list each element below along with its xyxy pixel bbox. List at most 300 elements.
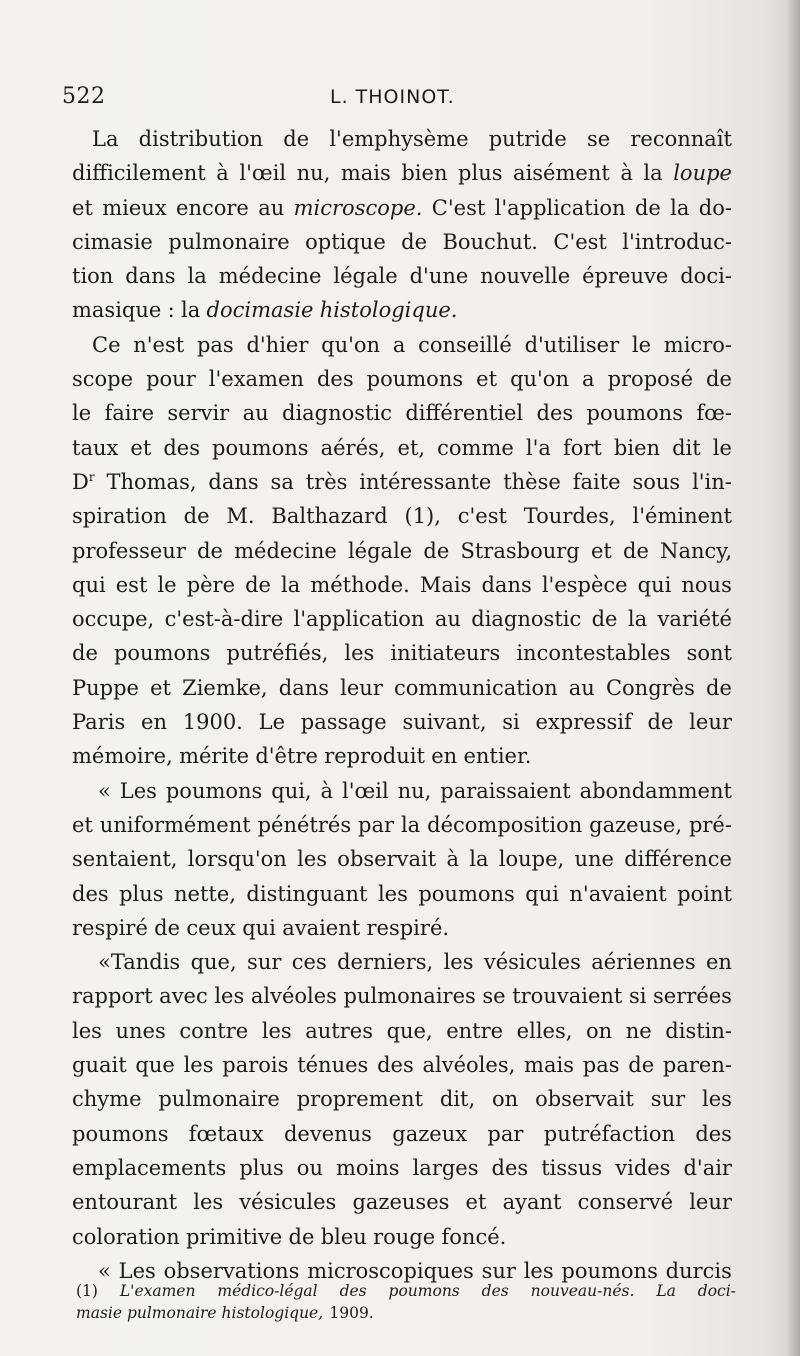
word: Ziemke, — [182, 675, 268, 700]
word: et — [150, 675, 171, 700]
word: $D^r$ — [72, 469, 95, 494]
word: l'examen — [208, 367, 304, 392]
word: histologique. — [319, 298, 458, 323]
running-head: L. THOINOT. — [330, 86, 455, 108]
word: de — [283, 127, 310, 151]
word: de — [154, 915, 181, 940]
word: bien — [401, 161, 448, 186]
word: si — [502, 710, 520, 735]
word: sa — [270, 469, 294, 494]
word: médecine — [218, 264, 322, 289]
word: larges — [412, 1155, 479, 1180]
word: l'in- — [692, 469, 732, 494]
word: l'application — [494, 195, 626, 220]
word: l'introduc- — [622, 229, 732, 254]
word: tion — [72, 264, 114, 289]
word: dans — [481, 572, 532, 597]
word: comme — [437, 435, 514, 460]
word: à — [216, 161, 229, 186]
word: mieux — [102, 195, 167, 220]
word: les — [297, 847, 328, 872]
word: encore — [176, 195, 249, 220]
word: ou — [296, 1155, 323, 1180]
text-line — [72, 259, 732, 293]
word: la — [400, 812, 421, 837]
word: la — [281, 572, 301, 597]
word: entier. — [463, 744, 532, 769]
word: observations — [163, 1258, 300, 1283]
word: occupe, — [72, 607, 155, 632]
word: mémoire, — [72, 744, 173, 769]
word: poumons — [388, 1282, 460, 1300]
word: gazeux — [392, 1121, 468, 1146]
word: loupe, — [498, 847, 565, 872]
word: et — [476, 367, 498, 392]
word: qui — [242, 915, 276, 940]
word: doci- — [680, 264, 732, 289]
word: poumons — [418, 881, 515, 906]
text-line — [72, 122, 732, 156]
word: de — [706, 675, 732, 700]
word: les — [377, 881, 408, 906]
text-line — [72, 465, 732, 499]
word: intéressante — [359, 469, 492, 494]
word: Paris — [72, 710, 126, 735]
word: optique — [305, 229, 386, 254]
word: observait — [337, 847, 437, 872]
word: à — [446, 847, 459, 872]
word: expressif — [535, 710, 632, 735]
word: se — [586, 127, 611, 151]
word: doci- — [697, 1282, 736, 1300]
word: ténues — [297, 1053, 369, 1078]
text-line — [72, 602, 732, 636]
word: on — [492, 1087, 519, 1112]
word: nouvelle — [480, 264, 571, 289]
word: nu, — [397, 778, 432, 803]
text-line — [72, 705, 732, 739]
word: suivant, — [402, 710, 487, 735]
word: on — [586, 1018, 613, 1043]
text-line — [72, 362, 732, 396]
word: poumons — [165, 778, 263, 803]
text-line — [72, 1151, 732, 1185]
word: coloration — [72, 1224, 180, 1249]
word: ceux — [186, 915, 236, 940]
footnote-marker: (1) — [76, 1282, 98, 1300]
word: proposé — [607, 367, 693, 392]
word: « — [98, 778, 111, 803]
word: l'a — [525, 435, 551, 460]
word: d'une — [409, 264, 469, 289]
word: et, — [397, 435, 426, 460]
word: en — [706, 950, 732, 975]
text-line — [72, 808, 732, 842]
word: C'est — [431, 195, 486, 220]
word: distribution — [138, 127, 264, 151]
word: respiré. — [366, 915, 450, 940]
word: vésicules — [239, 1190, 337, 1215]
word: difficilement — [72, 161, 206, 186]
word: unes — [115, 1018, 166, 1043]
word: de — [72, 641, 98, 666]
word: par — [487, 1121, 524, 1146]
word: microscope. — [293, 195, 423, 220]
word: conservé — [577, 1190, 674, 1215]
word: rapport — [72, 984, 153, 1009]
text-line — [72, 945, 732, 979]
word: en — [431, 744, 458, 769]
word: Ce — [92, 332, 121, 357]
word: des — [316, 367, 354, 392]
word: se — [482, 984, 506, 1009]
word: le — [631, 332, 652, 357]
word: une — [574, 847, 614, 872]
word: distin- — [665, 1018, 732, 1043]
word: d'hier — [246, 332, 309, 357]
word: d'être — [255, 744, 318, 769]
text-line — [72, 1048, 732, 1082]
word: des — [491, 1155, 529, 1180]
word: Mais — [419, 572, 472, 597]
word: médico-légal — [217, 1282, 318, 1300]
word: pénétrés — [257, 812, 352, 837]
word: de — [183, 504, 210, 529]
word: c'est-à-dire — [164, 607, 284, 632]
word: parois — [222, 1053, 289, 1078]
word: guait — [72, 1053, 127, 1078]
word: loupe — [673, 161, 732, 186]
word: gazeuses — [352, 1190, 450, 1215]
word: le — [712, 435, 732, 460]
word: « — [98, 1258, 111, 1283]
word: sur — [247, 950, 282, 975]
word: médecine — [234, 538, 337, 563]
word: Puppe — [72, 675, 139, 700]
word: père — [186, 572, 236, 597]
word: Congrès — [605, 675, 695, 700]
word: pour — [146, 367, 196, 392]
word: observait — [535, 1087, 634, 1112]
word: leur — [340, 675, 383, 700]
word: d'air — [683, 1155, 732, 1180]
word: nu, — [296, 161, 331, 186]
word: contre — [179, 1018, 249, 1043]
word: emplacements — [72, 1155, 227, 1180]
word: des — [536, 401, 574, 426]
word: que, — [190, 950, 237, 975]
word: diagnostic — [471, 607, 582, 632]
word: do- — [698, 195, 732, 220]
word: conseillé — [418, 332, 512, 357]
word: vides — [615, 1155, 671, 1180]
word: durcis — [665, 1258, 732, 1283]
word: les — [193, 1190, 224, 1215]
word: légale — [333, 264, 398, 289]
word: légale — [347, 538, 413, 563]
word: «Tandis — [98, 950, 181, 975]
word: M. — [226, 504, 255, 529]
word: abondamment — [579, 778, 732, 803]
word: point — [677, 881, 732, 906]
word: 1900. — [182, 710, 243, 735]
word: autres — [305, 1018, 373, 1043]
word: proprement — [296, 1087, 424, 1112]
word: Les — [118, 1258, 156, 1283]
word: qui — [637, 572, 672, 597]
word: sur — [481, 1258, 516, 1283]
word: pulmonaire — [158, 1087, 280, 1112]
word: poumons — [72, 1121, 169, 1146]
word: pulmonaire — [168, 229, 290, 254]
word: les — [443, 950, 474, 975]
word: thèse — [503, 469, 561, 494]
word: poumons — [366, 367, 464, 392]
word: micro- — [663, 332, 732, 357]
word: bleu — [320, 1224, 367, 1249]
word: reproduit — [324, 744, 425, 769]
word: servir — [167, 401, 230, 426]
word: c'est — [457, 504, 507, 529]
word: entre — [446, 1018, 504, 1043]
word: sur — [650, 1087, 686, 1112]
word: Strasbourg — [460, 538, 580, 563]
word: de — [401, 229, 428, 254]
word: la — [469, 847, 489, 872]
word: leur — [689, 1190, 732, 1215]
footnote — [76, 1280, 736, 1324]
word: avaient — [282, 915, 361, 940]
word: de — [245, 572, 271, 597]
word: épreuve — [582, 264, 669, 289]
word: dit — [672, 435, 701, 460]
word: l'emphysème — [329, 127, 469, 151]
word: rouge — [373, 1224, 436, 1249]
word: à — [320, 778, 334, 803]
word: n'avaient — [569, 881, 667, 906]
word: les — [214, 984, 245, 1009]
word: de — [706, 367, 732, 392]
word: La — [656, 1282, 676, 1300]
word: taux — [72, 435, 119, 460]
word: aériennes — [591, 950, 696, 975]
text-line — [72, 499, 732, 533]
word: qu'on — [321, 332, 381, 357]
word: différence — [624, 847, 732, 872]
word: sont — [686, 641, 732, 666]
text-line — [72, 534, 732, 568]
word: en — [141, 710, 167, 735]
word: de — [288, 1224, 315, 1249]
word: initiateurs — [390, 641, 501, 666]
word: l'œil — [239, 161, 287, 186]
word: alvéoles, — [422, 1053, 516, 1078]
page-header — [62, 80, 742, 116]
word: a — [582, 367, 595, 392]
word: docimasie — [206, 298, 314, 323]
word: et — [72, 195, 93, 220]
word: plus — [119, 881, 164, 906]
word: les — [702, 1087, 732, 1112]
word: foncé. — [441, 1224, 507, 1249]
text-line — [72, 1220, 732, 1254]
word: au — [258, 195, 285, 220]
word: plus — [458, 161, 503, 186]
text-line — [72, 1185, 732, 1219]
word: paraissaient — [440, 778, 571, 803]
text-line — [72, 1014, 732, 1048]
word: nette, — [174, 881, 236, 906]
word: dans — [208, 469, 259, 494]
text-line — [72, 225, 732, 259]
text-line — [72, 293, 732, 327]
word: le — [157, 572, 177, 597]
word: Bouchut. — [442, 229, 538, 254]
word: les — [344, 641, 375, 666]
word: le — [72, 401, 92, 426]
word: Thomas, — [106, 469, 197, 494]
word: : — [167, 298, 175, 323]
word: faire — [104, 401, 154, 426]
word: Balthazard — [271, 504, 388, 529]
text-line — [72, 191, 732, 225]
word: fœ- — [696, 401, 732, 426]
word: des — [481, 1282, 509, 1300]
word: derniers, — [337, 950, 434, 975]
word: si — [628, 984, 647, 1009]
word: ne — [625, 1018, 652, 1043]
word: ayant — [502, 1190, 562, 1215]
word: l'espèce — [541, 572, 628, 597]
word: de — [623, 538, 649, 563]
word: que — [135, 1053, 175, 1078]
word: aérés, — [320, 435, 386, 460]
word: de — [628, 1053, 655, 1078]
word: qui — [72, 572, 106, 597]
word: et — [590, 538, 612, 563]
word: poumons — [586, 401, 683, 426]
word: mais — [340, 161, 391, 186]
word: mais — [524, 1053, 574, 1078]
word: de — [591, 607, 618, 632]
text-line — [72, 328, 732, 362]
word: des — [377, 1053, 414, 1078]
footnote-line — [76, 1280, 736, 1302]
word: de — [634, 195, 661, 220]
word: incontestables — [516, 641, 671, 666]
word: professeur — [72, 538, 186, 563]
word: nous — [681, 572, 732, 597]
word: de — [197, 538, 223, 563]
word: mérite — [179, 744, 250, 769]
word: paren- — [662, 1053, 732, 1078]
word: putréfaction — [543, 1121, 675, 1146]
text-line — [72, 1082, 732, 1116]
word: les — [183, 1053, 214, 1078]
word: de — [647, 710, 674, 735]
word: qui, — [271, 778, 312, 803]
word: vésicules — [483, 950, 581, 975]
word: est — [115, 572, 148, 597]
text-line — [72, 156, 732, 190]
text-line — [72, 877, 732, 911]
word: faite — [572, 469, 621, 494]
word: par — [358, 812, 395, 837]
body-text — [72, 122, 732, 1288]
word: et — [465, 1190, 487, 1215]
word: masique — [72, 298, 162, 323]
word: les — [72, 1018, 102, 1043]
word: au — [242, 401, 269, 426]
word: tissus — [541, 1155, 603, 1180]
word: d'utiliser — [524, 332, 620, 357]
word: Le — [258, 710, 285, 735]
word: uniformément — [99, 812, 251, 837]
word: cimasie — [72, 229, 153, 254]
word: aisément — [513, 161, 610, 186]
word: La — [92, 127, 119, 151]
word: Nancy, — [660, 538, 732, 563]
word: passage — [300, 710, 387, 735]
word: diagnostic — [282, 401, 392, 426]
word: fort — [562, 435, 602, 460]
word: dans — [278, 675, 330, 700]
word: dit, — [439, 1087, 476, 1112]
footnote-title: masie pulmonaire histologique, — [76, 1304, 324, 1322]
text-line — [72, 774, 732, 808]
word: serrées — [653, 984, 732, 1009]
word: dans — [125, 264, 176, 289]
word: qu'on — [510, 367, 569, 392]
word: plus — [239, 1155, 284, 1180]
word: Les — [119, 778, 157, 803]
word: au — [434, 607, 461, 632]
word: sentaient, — [72, 847, 178, 872]
text-line — [72, 1117, 732, 1151]
word: elles, — [516, 1018, 573, 1043]
word: (1), — [404, 504, 441, 529]
word: poumons — [561, 1258, 658, 1283]
word: décomposition — [427, 812, 583, 837]
word: microscopiques — [307, 1258, 474, 1283]
word: à — [620, 161, 633, 186]
word: n'est — [133, 332, 185, 357]
word: l'œil — [341, 778, 389, 803]
text-line — [72, 396, 732, 430]
word: Tourdes, — [523, 504, 616, 529]
word: pulmonaires — [343, 984, 476, 1009]
word: et — [130, 435, 152, 460]
word: bien — [613, 435, 661, 460]
word: différentiel — [405, 401, 524, 426]
word: nouveau-nés. — [530, 1282, 635, 1300]
word: C'est — [553, 229, 607, 254]
word: qui — [525, 881, 559, 906]
footnote-line — [76, 1302, 736, 1324]
word: entourant — [72, 1190, 178, 1215]
word: que, — [386, 1018, 433, 1043]
word: spiration — [72, 504, 167, 529]
word: sous — [632, 469, 681, 494]
text-line — [72, 568, 732, 602]
text-line — [72, 636, 732, 670]
word: des — [339, 1282, 367, 1300]
word: leur — [689, 710, 732, 735]
word: ces — [291, 950, 327, 975]
word: putréfiés, — [226, 641, 329, 666]
word: avec — [159, 984, 208, 1009]
word: des — [695, 1121, 732, 1146]
